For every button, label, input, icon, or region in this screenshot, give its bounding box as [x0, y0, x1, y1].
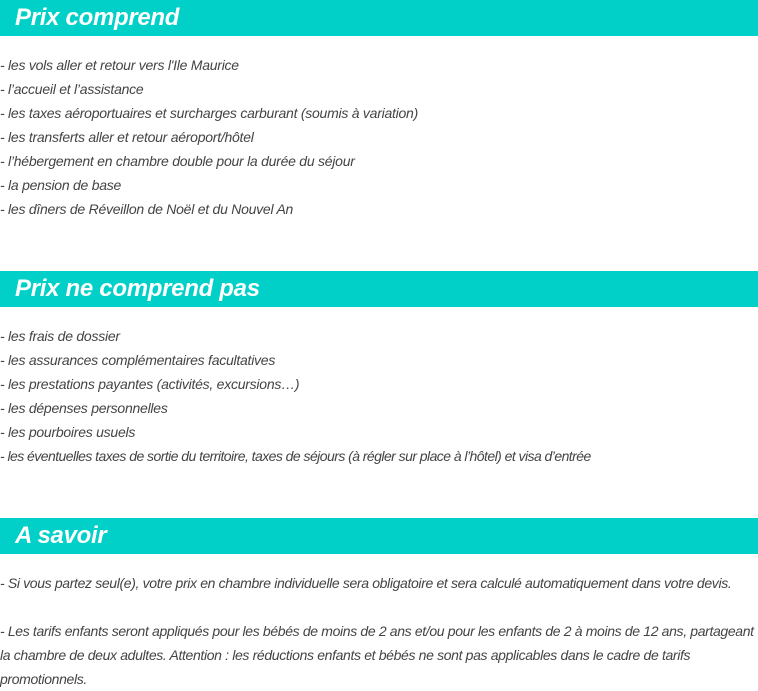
list-item: - les pourboires usuels [0, 424, 136, 440]
list-item: - les dépenses personnelles [0, 400, 168, 416]
list-item: - les dîners de Réveillon de Noël et du Nouvel An [0, 201, 294, 217]
list-item: - les transferts aller et retour aéroport/hôtel [0, 129, 254, 145]
excluded-list [0, 324, 591, 468]
list-item: - les vols aller et retour vers l'Ile Maurice [0, 57, 239, 73]
list-item: - l’hébergement en chambre double pour la durée du séjour [0, 153, 355, 169]
section-title: Prix ne comprend pas [15, 275, 260, 302]
section-header-prix-ne-comprend-pas [0, 271, 758, 307]
included-list [0, 53, 418, 221]
info-paragraph-child-rates: - Les tarifs enfants seront appliqués pour les bébés de moins de 2 ans et/ou pour les enfants de 2 à moins de 12 ans, partageant la chambre de deux adultes. Attention : les réductions enfants et bébés ne sont pas applicables dans le cadre de tarifs promotionnels. [0, 623, 754, 687]
section-title: Prix comprend [15, 4, 180, 31]
list-item: - les taxes aéroportuaires et surcharges carburant (soumis à variation) [0, 105, 418, 121]
list-item: - la pension de base [0, 177, 122, 193]
list-item: - les prestations payantes (activités, excursions…) [0, 376, 300, 392]
info-paragraph-single-room: - Si vous partez seul(e), votre prix en chambre individuelle sera obligatoire et sera calculé automatiquement dans votre devis. [0, 575, 732, 591]
list-item: - l’accueil et l’assistance [0, 81, 144, 97]
list-item: - les éventuelles taxes de sortie du territoire, taxes de séjours (à régler sur place à l’hôtel) et visa d’entrée [0, 448, 591, 464]
section-header-a-savoir [0, 518, 758, 554]
list-item: - les assurances complémentaires facultatives [0, 352, 276, 368]
section-title: A savoir [15, 522, 107, 549]
list-item: - les frais de dossier [0, 328, 120, 344]
section-header-prix-comprend [0, 0, 758, 36]
